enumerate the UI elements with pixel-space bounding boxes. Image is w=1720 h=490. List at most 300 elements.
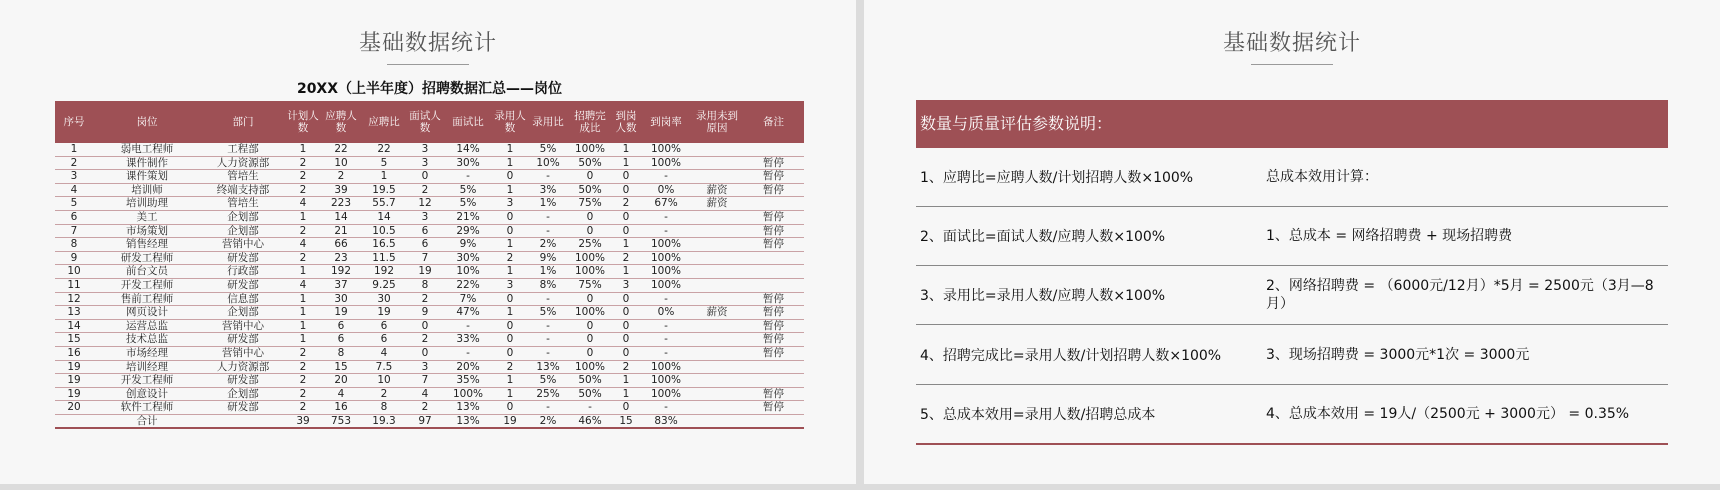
table-cell	[743, 251, 804, 265]
table-cell: 暂停	[743, 346, 804, 360]
right-slide	[864, 0, 1720, 484]
table-cell: 暂停	[743, 319, 804, 333]
table-cell: 研发工程师	[93, 251, 201, 265]
table-cell: 0	[493, 333, 527, 347]
table-cell: 20%	[443, 360, 493, 374]
table-cell: 7.5	[361, 360, 407, 374]
table-cell: 4	[285, 238, 321, 252]
table-cell: 1	[611, 238, 641, 252]
table-cell: 薪资	[691, 183, 743, 197]
table-cell: 3	[493, 278, 527, 292]
table-cell: 信息部	[201, 292, 285, 306]
table-cell: 美工	[93, 210, 201, 224]
table-cell: -	[527, 346, 569, 360]
table-cell: 3	[407, 210, 443, 224]
table-cell: 0	[611, 319, 641, 333]
table-cell: 9	[407, 306, 443, 320]
table-cell: 15	[321, 360, 361, 374]
table-cell: 16.5	[361, 238, 407, 252]
table-cell: 66	[321, 238, 361, 252]
table-cell: 网页设计	[93, 306, 201, 320]
table-cell: 5%	[443, 197, 493, 211]
table-cell: 研发部	[201, 333, 285, 347]
table-cell	[691, 387, 743, 401]
table-cell: -	[641, 319, 691, 333]
table-cell	[691, 333, 743, 347]
table-cell: 1	[285, 333, 321, 347]
table-cell: 30	[361, 292, 407, 306]
table-cell: 0	[611, 401, 641, 415]
total-cell: 97	[407, 414, 443, 428]
table-cell: 39	[321, 183, 361, 197]
param-row	[916, 266, 1668, 325]
table-cell: 暂停	[743, 292, 804, 306]
table-cell: -	[641, 333, 691, 347]
table-cell	[691, 143, 743, 156]
table-cell: -	[527, 401, 569, 415]
table-cell: 100%	[641, 143, 691, 156]
table-cell: 20	[55, 401, 93, 415]
table-cell: -	[527, 292, 569, 306]
table-cell: 21%	[443, 210, 493, 224]
param-row	[916, 385, 1668, 445]
table-cell: 14	[321, 210, 361, 224]
table-cell: 1%	[527, 265, 569, 279]
column-header: 部门	[201, 101, 285, 143]
table-cell: 2	[493, 251, 527, 265]
table-cell: 0	[611, 183, 641, 197]
table-cell: 0	[569, 210, 611, 224]
table-cell: 1	[55, 143, 93, 156]
table-cell: 2	[285, 360, 321, 374]
table-row	[55, 278, 804, 292]
table-cell: 0	[493, 401, 527, 415]
table-cell: 1	[285, 306, 321, 320]
table-cell: 0	[569, 170, 611, 184]
table-cell: -	[443, 170, 493, 184]
table-cell: 企划部	[201, 210, 285, 224]
table-row	[55, 387, 804, 401]
table-cell: 6	[361, 333, 407, 347]
table-row	[55, 374, 804, 388]
table-cell: 售前工程师	[93, 292, 201, 306]
table-cell: 0	[407, 346, 443, 360]
table-row	[55, 401, 804, 415]
table-cell: 软件工程师	[93, 401, 201, 415]
table-cell: 5%	[527, 374, 569, 388]
table-row	[55, 238, 804, 252]
table-cell: 0	[611, 170, 641, 184]
table-cell: 37	[321, 278, 361, 292]
table-row	[55, 210, 804, 224]
table-cell: 技术总监	[93, 333, 201, 347]
param-row	[916, 207, 1668, 266]
table-cell: 1	[611, 387, 641, 401]
table-cell: 4	[285, 197, 321, 211]
table-cell: 2	[285, 183, 321, 197]
table-cell: 50%	[569, 374, 611, 388]
table-cell: 75%	[569, 278, 611, 292]
cost-text: 4、总成本效用 = 19人/（2500元 + 3000元） = 0.35%	[1266, 406, 1630, 422]
table-cell: 1%	[527, 197, 569, 211]
table-cell: 9.25	[361, 278, 407, 292]
table-cell: 研发部	[201, 251, 285, 265]
table-cell: 7	[407, 251, 443, 265]
table-cell: 9%	[527, 251, 569, 265]
table-cell: 12	[55, 292, 93, 306]
table-cell: 暂停	[743, 401, 804, 415]
table-cell: 2	[611, 360, 641, 374]
table-cell	[691, 156, 743, 170]
table-cell: 0%	[641, 183, 691, 197]
table-cell: 1	[493, 374, 527, 388]
table-cell: 14	[55, 319, 93, 333]
table-cell: -	[527, 333, 569, 347]
table-cell: 0	[407, 319, 443, 333]
table-cell: 0	[611, 306, 641, 320]
table-cell: 21	[321, 224, 361, 238]
table-cell: -	[527, 319, 569, 333]
table-cell: -	[527, 224, 569, 238]
table-cell: 1	[285, 292, 321, 306]
table-cell: 100%	[569, 143, 611, 156]
table-cell: 暂停	[743, 306, 804, 320]
table-row	[55, 319, 804, 333]
table-cell: 0	[611, 292, 641, 306]
table-cell: 11	[55, 278, 93, 292]
right-title-divider	[1251, 64, 1333, 65]
table-cell: 4	[285, 278, 321, 292]
table-cell: 14	[361, 210, 407, 224]
table-cell: 培训经理	[93, 360, 201, 374]
table-cell: 2	[361, 387, 407, 401]
table-cell: 前台文员	[93, 265, 201, 279]
total-cell	[201, 414, 285, 428]
table-cell: 1	[611, 156, 641, 170]
total-cell: 753	[321, 414, 361, 428]
table-cell: 2	[407, 292, 443, 306]
table-cell: 0	[611, 346, 641, 360]
table-cell: 7	[407, 374, 443, 388]
table-cell: 2	[285, 374, 321, 388]
table-cell	[691, 278, 743, 292]
total-cell: 46%	[569, 414, 611, 428]
table-cell: 35%	[443, 374, 493, 388]
table-cell: 1	[285, 319, 321, 333]
table-cell	[743, 374, 804, 388]
table-cell: -	[443, 346, 493, 360]
table-cell: 4	[321, 387, 361, 401]
table-cell	[691, 374, 743, 388]
table-cell: 5	[55, 197, 93, 211]
formula-text: 5、总成本效用=录用人数/招聘总成本	[920, 407, 1156, 423]
column-header: 岗位	[93, 101, 201, 143]
table-cell: 0	[493, 224, 527, 238]
table-cell: 3	[407, 360, 443, 374]
table-cell: 1	[493, 265, 527, 279]
table-cell: 100%	[641, 238, 691, 252]
table-cell: 3	[493, 197, 527, 211]
table-cell: 1	[611, 143, 641, 156]
table-cell: 22	[361, 143, 407, 156]
table-cell: 1	[493, 183, 527, 197]
table-cell: 7%	[443, 292, 493, 306]
table-cell	[691, 360, 743, 374]
table-cell: 2	[285, 224, 321, 238]
table-cell: 19.5	[361, 183, 407, 197]
table-cell: 10	[55, 265, 93, 279]
right-slide-title: 基础数据统计	[1222, 31, 1361, 56]
table-heading: 20XX（上半年度）招聘数据汇总——岗位	[296, 81, 563, 97]
table-row	[55, 306, 804, 320]
table-row	[55, 183, 804, 197]
table-cell: 100%	[641, 360, 691, 374]
table-cell: 100%	[443, 387, 493, 401]
table-cell: 47%	[443, 306, 493, 320]
table-row	[55, 251, 804, 265]
table-cell: 6	[407, 224, 443, 238]
table-cell: 人力资源部	[201, 156, 285, 170]
table-cell: 23	[321, 251, 361, 265]
table-cell	[691, 319, 743, 333]
left-slide-title: 基础数据统计	[358, 31, 497, 56]
table-cell: -	[641, 401, 691, 415]
table-cell: 4	[361, 346, 407, 360]
table-cell: 薪资	[691, 306, 743, 320]
table-cell: 75%	[569, 197, 611, 211]
table-cell: 暂停	[743, 333, 804, 347]
table-cell: -	[641, 170, 691, 184]
formula-text: 1、应聘比=应聘人数/计划招聘人数×100%	[920, 170, 1194, 186]
table-cell: 192	[321, 265, 361, 279]
table-cell: 100%	[569, 251, 611, 265]
column-header: 备注	[743, 101, 804, 143]
formula-text: 4、招聘完成比=录用人数/计划招聘人数×100%	[920, 348, 1222, 364]
table-cell: -	[527, 170, 569, 184]
table-cell: 8	[321, 346, 361, 360]
table-cell: 19	[55, 360, 93, 374]
table-cell: 50%	[569, 156, 611, 170]
table-cell: 6	[321, 319, 361, 333]
table-cell: 0	[493, 346, 527, 360]
table-cell: 1	[361, 170, 407, 184]
column-header: 录用未到原因	[691, 101, 743, 143]
table-cell: 100%	[569, 306, 611, 320]
table-cell	[691, 265, 743, 279]
table-cell: 10	[361, 374, 407, 388]
table-cell: 16	[55, 346, 93, 360]
table-row	[55, 265, 804, 279]
table-cell: 销售经理	[93, 238, 201, 252]
table-row	[55, 292, 804, 306]
param-section-header: 数量与质量评估参数说明：	[916, 100, 1668, 148]
table-header-row	[55, 101, 804, 143]
table-cell: 8	[55, 238, 93, 252]
table-cell: 19	[321, 306, 361, 320]
table-cell: 4	[407, 387, 443, 401]
table-cell: 2	[285, 346, 321, 360]
table-cell: 29%	[443, 224, 493, 238]
table-cell: 10	[321, 156, 361, 170]
table-cell: 5%	[527, 306, 569, 320]
table-cell: 100%	[641, 265, 691, 279]
table-cell: 100%	[641, 278, 691, 292]
table-cell: 6	[361, 319, 407, 333]
table-cell: 25%	[569, 238, 611, 252]
table-cell: 管培生	[201, 197, 285, 211]
table-cell: -	[641, 224, 691, 238]
table-cell: 研发部	[201, 278, 285, 292]
table-cell: 100%	[641, 374, 691, 388]
table-cell: 1	[611, 374, 641, 388]
table-cell: 管培生	[201, 170, 285, 184]
column-header: 录用比	[527, 101, 569, 143]
table-cell: 19	[407, 265, 443, 279]
table-cell: 暂停	[743, 238, 804, 252]
cost-text: 3、现场招聘费 = 3000元*1次 = 3000元	[1266, 347, 1530, 363]
table-cell: 课件策划	[93, 170, 201, 184]
table-cell	[691, 251, 743, 265]
table-cell: 7	[55, 224, 93, 238]
table-cell: -	[443, 319, 493, 333]
table-cell: 营销中心	[201, 238, 285, 252]
table-cell: 2	[611, 251, 641, 265]
table-cell: 12	[407, 197, 443, 211]
total-cell: 合计	[93, 414, 201, 428]
table-cell: 5	[361, 156, 407, 170]
table-cell: 0	[493, 210, 527, 224]
table-cell: 0	[569, 292, 611, 306]
table-cell: 2	[285, 156, 321, 170]
table-row	[55, 170, 804, 184]
table-cell: 暂停	[743, 170, 804, 184]
table-cell: 终端支持部	[201, 183, 285, 197]
table-cell: 开发工程师	[93, 278, 201, 292]
total-cell: 83%	[641, 414, 691, 428]
recruitment-table	[55, 101, 804, 429]
total-cell: 19.3	[361, 414, 407, 428]
table-cell: 8	[361, 401, 407, 415]
table-cell: 100%	[641, 156, 691, 170]
table-cell: 0	[493, 170, 527, 184]
table-cell: 暂停	[743, 210, 804, 224]
table-cell: 8%	[527, 278, 569, 292]
cost-text: 总成本效用计算：	[1266, 169, 1378, 185]
table-cell: 100%	[641, 251, 691, 265]
table-cell: 暂停	[743, 156, 804, 170]
table-cell: 100%	[641, 387, 691, 401]
table-cell: 19	[55, 374, 93, 388]
table-cell	[743, 265, 804, 279]
table-cell: 22	[321, 143, 361, 156]
table-cell: 2	[285, 401, 321, 415]
table-cell: 暂停	[743, 183, 804, 197]
table-cell: 企划部	[201, 387, 285, 401]
table-cell: 0	[493, 319, 527, 333]
table-cell: 55.7	[361, 197, 407, 211]
table-cell: 50%	[569, 183, 611, 197]
total-cell	[55, 414, 93, 428]
left-title-divider	[387, 64, 469, 65]
table-cell: -	[641, 210, 691, 224]
table-cell: 薪资	[691, 197, 743, 211]
table-cell: 25%	[527, 387, 569, 401]
table-cell: 6	[407, 238, 443, 252]
table-cell: 1	[493, 238, 527, 252]
table-cell: 人力资源部	[201, 360, 285, 374]
param-row	[916, 148, 1668, 207]
column-header: 序号	[55, 101, 93, 143]
column-header: 面试人数	[407, 101, 443, 143]
table-cell: 100%	[569, 360, 611, 374]
table-cell: 19	[361, 306, 407, 320]
total-cell: 19	[493, 414, 527, 428]
table-cell: 企划部	[201, 306, 285, 320]
table-cell: 13	[55, 306, 93, 320]
table-cell: 5%	[443, 183, 493, 197]
table-cell: 9	[55, 251, 93, 265]
table-cell	[743, 197, 804, 211]
table-cell: 2%	[527, 238, 569, 252]
table-cell: 营销中心	[201, 346, 285, 360]
table-cell: 创意设计	[93, 387, 201, 401]
table-cell: 0%	[641, 306, 691, 320]
table-cell: 33%	[443, 333, 493, 347]
column-header: 到岗率	[641, 101, 691, 143]
table-cell: 培训师	[93, 183, 201, 197]
table-cell: 0	[569, 224, 611, 238]
table-cell: 0	[611, 333, 641, 347]
table-cell: 3	[611, 278, 641, 292]
table-cell: 0	[611, 224, 641, 238]
table-cell	[691, 238, 743, 252]
table-cell: 11.5	[361, 251, 407, 265]
column-header: 到岗人数	[611, 101, 641, 143]
table-cell	[691, 292, 743, 306]
table-row	[55, 197, 804, 211]
table-cell: 192	[361, 265, 407, 279]
table-cell: 运营总监	[93, 319, 201, 333]
column-header: 面试比	[443, 101, 493, 143]
table-cell: 0	[611, 210, 641, 224]
cost-text: 2、网络招聘费 = （6000元/12月）*5月 = 2500元（3月—8月）	[1266, 278, 1654, 312]
table-cell: 3	[55, 170, 93, 184]
table-cell: 课件制作	[93, 156, 201, 170]
table-cell: 1	[493, 387, 527, 401]
table-cell: 2	[285, 387, 321, 401]
table-cell: 研发部	[201, 374, 285, 388]
column-header: 录用人数	[493, 101, 527, 143]
table-cell: 行政部	[201, 265, 285, 279]
table-cell: 市场策划	[93, 224, 201, 238]
table-cell	[691, 346, 743, 360]
cost-text: 1、总成本 = 网络招聘费 + 现场招聘费	[1266, 228, 1513, 244]
table-cell: 13%	[443, 401, 493, 415]
param-row	[916, 326, 1668, 385]
table-cell: 6	[55, 210, 93, 224]
table-cell: 暂停	[743, 224, 804, 238]
column-header: 计划人数	[285, 101, 321, 143]
table-cell: 0	[407, 170, 443, 184]
column-header: 招聘完成比	[569, 101, 611, 143]
column-header: 应聘比	[361, 101, 407, 143]
table-row	[55, 333, 804, 347]
table-cell: 2	[407, 333, 443, 347]
total-cell: 2%	[527, 414, 569, 428]
table-cell: 3	[407, 143, 443, 156]
table-cell: 暂停	[743, 387, 804, 401]
table-cell: 1	[493, 143, 527, 156]
